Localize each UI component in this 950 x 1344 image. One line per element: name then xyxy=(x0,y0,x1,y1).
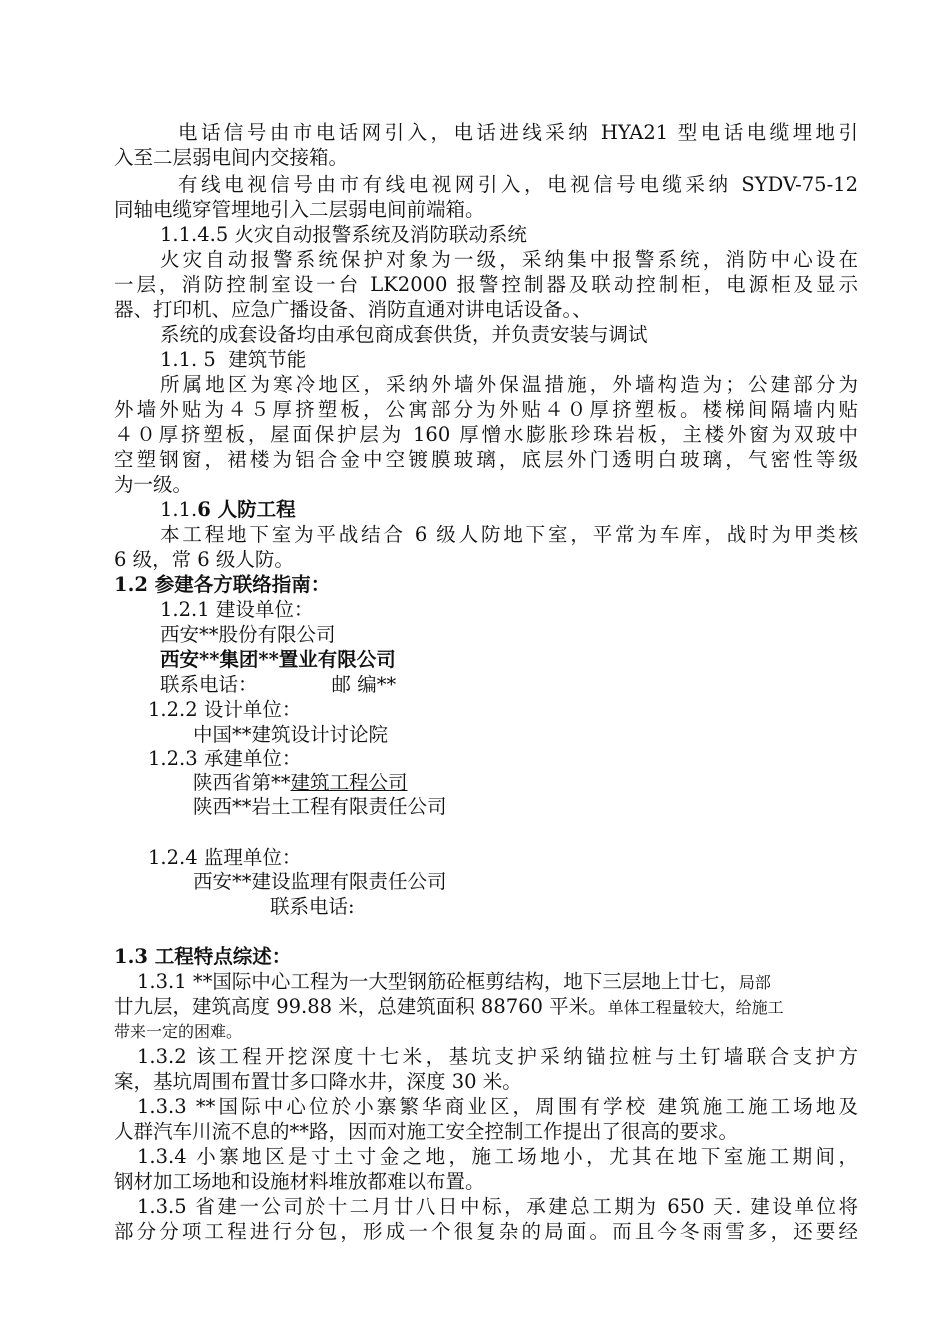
paragraph-1-3-2-line-2: 案，基坑周围布置廿多口降水井，深度 30 米。 xyxy=(114,1070,522,1093)
paragraph-phone-line-1: 电话信号由市电话网引入，电话进线采纳 HYA21 型电话电缆埋地引 xyxy=(178,121,858,144)
contractor-2: 陕西**岩土工程有限责任公司 xyxy=(193,795,447,818)
paragraph-1-3-3-line-2: 人群汽车川流不息的**路，因而对施工安全控制工作提出了很高的要求。 xyxy=(114,1120,739,1143)
paragraph-fire-line-1: 火灾自动报警系统保护对象为一级，采纳集中报警系统，消防中心设在 xyxy=(160,248,858,271)
supervisor-company: 西安**建设监理有限责任公司 xyxy=(193,870,447,893)
heading-1-2: 1.2 参建各方联络指南： xyxy=(114,573,331,596)
paragraph-energy-line-5: 为一级。 xyxy=(114,473,193,496)
supervisor-contact: 联系电话: xyxy=(270,895,355,918)
paragraph-1-3-2-line-1: 1.3.2 该工程开挖深度十七米，基坑支护采纳锚拉桩与土钉墙联合支护方 xyxy=(137,1045,858,1068)
owner-company-1: 西安**股份有限公司 xyxy=(160,623,336,646)
paragraph-tv-line-1: 有线电视信号由市有线电视网引入，电视信号电缆采纳 SYDV-75-12 xyxy=(178,173,858,196)
heading-1-3: 1.3 工程特点综述： xyxy=(114,945,292,968)
section-1-2-4-label: 1.2.4 监理单位： xyxy=(148,846,302,869)
paragraph-energy-line-1: 所属地区为寒冷地区，采纳外墙外保温措施，外墙构造为；公建部分为 xyxy=(160,373,858,396)
paragraph-1-3-5-line-1: 1.3.5 省建一公司於十二月廿八日中标，承建总工期为 650 天. 建设单位将 xyxy=(137,1195,858,1218)
contractor-1: 陕西省第**建筑工程公司 xyxy=(193,771,408,794)
paragraph-1-3-3-line-1: 1.3.3 **国际中心位於小寨繁华商业区，周围有学校 建筑施工施工场地及 xyxy=(137,1095,858,1118)
paragraph-1-3-5-line-2: 部分分项工程进行分包，形成一个很复杂的局面。而且今冬雨雪多，还要经 xyxy=(114,1220,858,1243)
paragraph-1-3-4-line-1: 1.3.4 小寨地区是寸土寸金之地，施工场地小，尤其在地下室施工期间， xyxy=(137,1145,858,1168)
contractor-link[interactable]: 建筑工程公司 xyxy=(290,771,408,794)
paragraph-fire-line-3: 器、打印机、应急广播设备、消防直通对讲电话设备。、 xyxy=(114,298,592,321)
section-1-2-3-label: 1.2.3 承建单位： xyxy=(148,747,302,770)
paragraph-civil-line-1: 本工程地下室为平战结合 6 级人防地下室，平常为车库，战时为甲类核 xyxy=(160,523,858,546)
paragraph-phone-line-2: 入至二层弱电间内交接箱。 xyxy=(114,146,349,169)
paragraph-1-3-4-line-2: 钢材加工场地和设施材料堆放都难以布置。 xyxy=(114,1170,485,1193)
design-institute: 中国**建筑设计讨论院 xyxy=(193,723,389,746)
paragraph-fire-line-2: 一层，消防控制室设一台 LK2000 报警控制器及联动控制柜，电源柜及显示 xyxy=(114,273,858,296)
paragraph-energy-line-3: ４０厚挤塑板，屋面保护层为 160 厚憎水膨胀珍珠岩板，主楼外窗为双玻中 xyxy=(114,423,858,446)
paragraph-1-3-1-line-1: 1.3.1 **国际中心工程为一大型钢筋砼框剪结构，地下三层地上廿七，局部 xyxy=(137,970,771,993)
paragraph-energy-line-4: 空塑钢窗，裙楼为铝合金中空镀膜玻璃，底层外门透明白玻璃，气密性等级 xyxy=(114,448,858,471)
owner-contact: 联系电话： 邮 编** xyxy=(160,673,397,696)
paragraph-tv-line-2: 同轴电缆穿管埋地引入二层弱电间前端箱。 xyxy=(114,198,485,221)
heading-1-1-6: 1.1.6 人防工程 xyxy=(160,498,296,521)
section-1-2-2-label: 1.2.2 设计单位： xyxy=(148,698,302,721)
paragraph-energy-line-2: 外墙外贴为４５厚挤塑板，公寓部分为外贴４０厚挤塑板。楼梯间隔墙内贴 xyxy=(114,398,858,421)
paragraph-1-3-1-line-2: 廿九层，建筑高度 99.88 米，总建筑面积 88760 平米。单体工程量较大，给施工 xyxy=(114,995,784,1018)
heading-1-1-5: 1.1. 5 建筑节能 xyxy=(160,348,307,371)
owner-company-2: 西安**集团**置业有限公司 xyxy=(160,648,396,671)
paragraph-system: 系统的成套设备均由承包商成套供货，并负责安装与调试 xyxy=(160,323,648,346)
section-1-2-1-label: 1.2.1 建设单位： xyxy=(160,598,314,621)
heading-1-1-4-5: 1.1.4.5 火灾自动报警系统及消防联动系统 xyxy=(160,223,527,246)
paragraph-civil-line-2: 6 级，常 6 级人防。 xyxy=(114,548,294,571)
paragraph-1-3-1-line-3: 带来一定的困难。 xyxy=(114,1022,243,1041)
